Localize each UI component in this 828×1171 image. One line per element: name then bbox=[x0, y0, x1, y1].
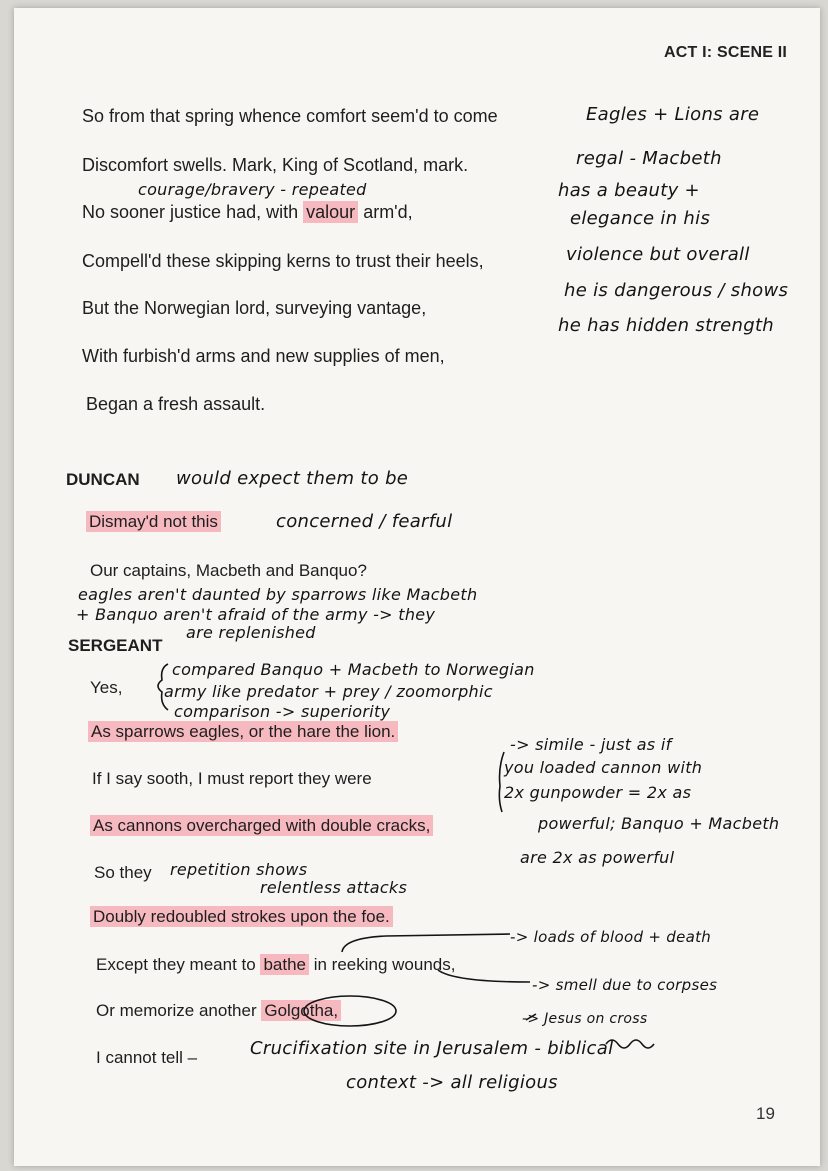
speech1-line-1: So from that spring whence comfort seem'd to come bbox=[82, 106, 498, 126]
note-eagles-lions-4: elegance in his bbox=[570, 208, 711, 229]
sergeant-line-cannons bbox=[90, 816, 433, 836]
except-end: in reeking wounds, bbox=[313, 955, 456, 974]
note-eagles-2: + Banquo aren't afraid of the army -> they bbox=[76, 605, 436, 624]
speech1-line-3-start: No sooner justice had, with bbox=[82, 202, 299, 222]
page-number: 19 bbox=[756, 1104, 775, 1123]
sergeant-line-doubly bbox=[90, 907, 393, 927]
highlight-cannons: As cannons overcharged with double cracks, bbox=[90, 815, 433, 836]
note-comparison-1: compared Banquo + Macbeth to Norwegian bbox=[172, 660, 535, 679]
note-simile-4: powerful; Banquo + Macbeth bbox=[538, 814, 780, 833]
sergeant-line-sooth: If I say sooth, I must report they were bbox=[92, 769, 372, 788]
arc-bathe bbox=[342, 934, 510, 952]
note-bathe: -> loads of blood + death bbox=[510, 928, 712, 946]
note-comparison-2: army like predator + prey / zoomorphic bbox=[164, 682, 493, 701]
speech1-line-2: Discomfort swells. Mark, King of Scotland, mark. bbox=[82, 155, 469, 175]
note-golgotha: -> Jesus on cross bbox=[522, 1011, 648, 1027]
highlight-doubly: Doubly redoubled strokes upon the foe. bbox=[90, 906, 393, 927]
speech1-line-5: But the Norwegian lord, surveying vantage, bbox=[82, 298, 427, 318]
document-page bbox=[14, 8, 820, 1166]
act-scene-header: ACT I: SCENE II bbox=[664, 44, 788, 61]
note-eagles-lions-1: Eagles + Lions are bbox=[586, 104, 760, 125]
highlight-sparrows: As sparrows eagles, or the hare the lion. bbox=[88, 721, 398, 742]
sergeant-line-memorize bbox=[96, 1001, 341, 1021]
note-eagles-lions-7: he has hidden strength bbox=[558, 315, 775, 336]
note-crucifixion: Crucifixation site in Jerusalem - biblical bbox=[250, 1038, 614, 1059]
highlight-dismayd: Dismay'd not this bbox=[86, 511, 221, 532]
note-repetition-2: relentless attacks bbox=[260, 878, 408, 897]
note-eagles-lions-2: regal - Macbeth bbox=[576, 148, 722, 169]
sergeant-line-so-they: So they bbox=[94, 863, 152, 882]
sergeant-line-sparrows bbox=[88, 722, 398, 742]
note-valour: courage/bravery - repeated bbox=[138, 180, 367, 199]
duncan-line-2: Our captains, Macbeth and Banquo? bbox=[90, 561, 367, 580]
speaker-sergeant: SERGEANT bbox=[68, 636, 163, 655]
note-repetition-1: repetition shows bbox=[170, 860, 308, 879]
speech1-line-6: With furbish'd arms and new supplies of men, bbox=[82, 346, 445, 366]
note-comparison-3: comparison -> superiority bbox=[174, 702, 391, 721]
note-simile-2: you loaded cannon with bbox=[504, 758, 703, 777]
highlight-bathe: bathe bbox=[260, 954, 309, 975]
except-start: Except they meant to bbox=[96, 955, 256, 974]
highlight-golgotha: Golgotha, bbox=[261, 1000, 341, 1021]
highlight-valour: valour bbox=[303, 201, 358, 223]
note-eagles-lions-6: he is dangerous / shows bbox=[564, 280, 789, 301]
speech1-line-3-end: arm'd, bbox=[363, 202, 413, 222]
speech1-line-3 bbox=[82, 202, 413, 223]
speech1-line-7: Began a fresh assault. bbox=[86, 394, 266, 414]
note-eagles-lions-5: violence but overall bbox=[566, 244, 750, 265]
duncan-line-1 bbox=[86, 512, 221, 532]
note-simile-3: 2x gunpowder = 2x as bbox=[504, 783, 692, 802]
sergeant-line-except bbox=[96, 955, 455, 975]
note-duncan-1: would expect them to be bbox=[176, 468, 409, 489]
note-context: context -> all religious bbox=[346, 1072, 558, 1093]
note-eagles-1: eagles aren't daunted by sparrows like Macbeth bbox=[78, 585, 478, 604]
note-eagles-3: are replenished bbox=[186, 623, 316, 642]
speaker-duncan: DUNCAN bbox=[66, 470, 140, 489]
speech1-line-4: Compell'd these skipping kerns to trust their heels, bbox=[82, 251, 484, 271]
note-wounds: -> smell due to corpses bbox=[532, 976, 718, 994]
note-simile-5: are 2x as powerful bbox=[520, 848, 675, 867]
sergeant-line-cannot-tell: I cannot tell – bbox=[96, 1048, 198, 1067]
note-eagles-lions-3: has a beauty + bbox=[558, 180, 700, 201]
memorize-start: Or memorize another bbox=[96, 1001, 257, 1020]
note-simile-1: -> simile - just as if bbox=[510, 735, 672, 754]
note-duncan-2: concerned / fearful bbox=[276, 511, 453, 532]
sergeant-line-yes: Yes, bbox=[90, 678, 123, 697]
